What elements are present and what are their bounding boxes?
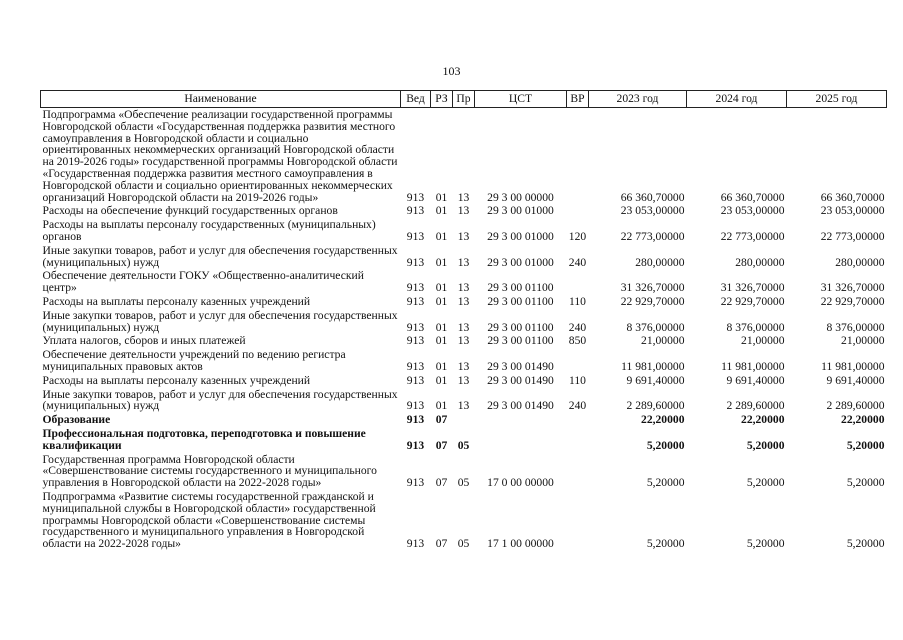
- cell-y2024: 5,20000: [746, 438, 785, 452]
- cell-y2024: 23 053,00000: [720, 204, 785, 218]
- cell-ved: 913: [406, 281, 425, 295]
- cell-ved: 913: [406, 255, 425, 269]
- cell-rz: 07: [435, 413, 448, 427]
- cell-y2024: 21,00000: [741, 334, 785, 348]
- cell-y2024: 11 981,00000: [721, 359, 785, 373]
- cell-y2024: 66 360,70000: [720, 190, 785, 204]
- cell-cst: 29 3 00 01000: [487, 204, 554, 218]
- cell-y2023: 11 981,00000: [621, 359, 685, 373]
- cell-ved: 913: [406, 537, 425, 551]
- cell-vr: [567, 413, 589, 427]
- cell-name: Обеспечение деятельности ГОКУ «Общественно-аналитический центр»: [42, 269, 364, 295]
- cell-y2025: 21,00000: [841, 334, 885, 348]
- cell-rz: 01: [435, 255, 448, 269]
- cell-cst: 29 3 00 01100: [487, 320, 554, 334]
- cell-rz: 01: [435, 190, 448, 204]
- cell-y2023: 5,20000: [646, 537, 685, 551]
- cell-vr: [567, 108, 589, 205]
- cell-y2023: 5,20000: [646, 476, 685, 490]
- cell-ved: 913: [406, 359, 425, 373]
- cell-rz: 01: [435, 204, 448, 218]
- cell-y2024: 22,20000: [741, 413, 785, 427]
- cell-name: Профессиональная подготовка, переподготовка и повышение квалификации: [42, 426, 366, 452]
- cell-cst: 29 3 00 01100: [487, 294, 554, 308]
- cell-y2024: 8 376,00000: [726, 320, 785, 334]
- table-row: [41, 453, 887, 490]
- cell-y2023: 5,20000: [646, 438, 685, 452]
- cell-rz: 01: [435, 229, 448, 243]
- cell-y2023: 2 289,60000: [626, 399, 685, 413]
- cell-cst: 17 0 00 00000: [487, 476, 554, 490]
- cell-vr: 850: [568, 334, 587, 348]
- cell-pr: 13: [457, 334, 470, 348]
- cell-name: Подпрограмма «Развитие системы государственной гражданской и муниципальной службы в Новгородской области» государственной программы Новгородской области «Совершенствование системы государственного и муниципального управления в Новгородской области на 2022-2028 годы»: [42, 489, 376, 551]
- table-row: [41, 295, 887, 309]
- cell-y2024: 9 691,40000: [726, 373, 785, 387]
- table-row: [41, 413, 887, 427]
- cell-y2025: 280,00000: [835, 255, 885, 269]
- cell-y2025: 66 360,70000: [820, 190, 885, 204]
- cell-y2025: 8 376,00000: [826, 320, 885, 334]
- cell-ved: 913: [406, 476, 425, 490]
- cell-name: Обеспечение деятельности учреждений по ведению регистра муниципальных правовых актов: [42, 348, 346, 373]
- cell-vr: 110: [569, 373, 586, 387]
- cell-rz: 07: [435, 438, 448, 452]
- cell-cst: 17 1 00 00000: [487, 537, 554, 551]
- cell-y2025: 11 981,00000: [821, 359, 885, 373]
- header-rz: РЗ: [431, 91, 453, 108]
- cell-cst: 29 3 00 01490: [487, 359, 554, 373]
- cell-vr: 120: [568, 229, 587, 243]
- cell-rz: 01: [435, 359, 448, 373]
- cell-name: Государственная программа Новгородской области «Совершенствование системы государственного и муниципального управления в Новгородской области на 2022-2028 годы»: [42, 452, 377, 490]
- table-header: [41, 91, 887, 108]
- cell-name: Образование: [42, 413, 111, 427]
- cell-vr: 240: [568, 320, 587, 334]
- cell-cst: 29 3 00 01490: [487, 373, 554, 387]
- cell-pr: 13: [457, 255, 470, 269]
- cell-y2024: 5,20000: [746, 476, 785, 490]
- cell-y2023: 9 691,40000: [626, 373, 685, 387]
- cell-vr: 240: [568, 399, 587, 413]
- cell-y2025: 22,20000: [841, 413, 885, 427]
- cell-vr: [567, 490, 589, 551]
- cell-pr: 13: [457, 373, 470, 387]
- header-2023: 2023 год: [589, 91, 687, 108]
- table-body: [41, 108, 887, 551]
- cell-y2023: 21,00000: [641, 334, 685, 348]
- cell-cst: [475, 413, 567, 427]
- cell-rz: 01: [435, 320, 448, 334]
- cell-y2024: 2 289,60000: [726, 399, 785, 413]
- cell-pr: 13: [457, 204, 470, 218]
- header-pr: Пр: [453, 91, 475, 108]
- cell-y2024: 31 326,70000: [720, 281, 785, 295]
- cell-ved: 913: [406, 294, 425, 308]
- cell-rz: 01: [435, 399, 448, 413]
- table-row: [41, 490, 887, 551]
- cell-rz: 01: [435, 281, 448, 295]
- cell-pr: 05: [457, 476, 470, 490]
- cell-y2024: 5,20000: [746, 537, 785, 551]
- table-row: [41, 269, 887, 295]
- cell-y2023: 280,00000: [635, 255, 685, 269]
- cell-name: Расходы на обеспечение функций государственных органов: [42, 204, 338, 218]
- cell-pr: 05: [457, 438, 470, 452]
- cell-y2025: 31 326,70000: [820, 281, 885, 295]
- cell-ved: 913: [406, 438, 425, 452]
- table-row: [41, 204, 887, 218]
- table-row: [41, 309, 887, 335]
- cell-ved: 913: [406, 320, 425, 334]
- cell-rz: 01: [435, 373, 448, 387]
- header-2024: 2024 год: [687, 91, 787, 108]
- cell-y2023: 8 376,00000: [626, 320, 685, 334]
- cell-name: Уплата налогов, сборов и иных платежей: [42, 334, 246, 348]
- cell-pr: 13: [457, 281, 470, 295]
- header-cst: ЦСТ: [475, 91, 567, 108]
- cell-ved: 913: [406, 413, 425, 427]
- cell-pr: 13: [457, 294, 470, 308]
- cell-rz: 01: [435, 334, 448, 348]
- cell-name: Иные закупки товаров, работ и услуг для обеспечения государственных (муниципальных) нужд: [42, 387, 398, 413]
- cell-y2025: 22 929,70000: [820, 294, 885, 308]
- cell-name: Расходы на выплаты персоналу казенных учреждений: [42, 294, 311, 308]
- cell-pr: 13: [457, 320, 470, 334]
- cell-ved: 913: [406, 229, 425, 243]
- cell-cst: 29 3 00 01000: [487, 229, 554, 243]
- cell-pr: 05: [457, 537, 470, 551]
- cell-ved: 913: [406, 204, 425, 218]
- cell-ved: 913: [406, 190, 425, 204]
- table-row: [41, 218, 887, 244]
- cell-y2024: 22 773,00000: [720, 229, 785, 243]
- cell-y2025: 5,20000: [846, 537, 885, 551]
- cell-rz: 07: [435, 537, 448, 551]
- cell-ved: 913: [406, 373, 425, 387]
- cell-y2025: 5,20000: [846, 476, 885, 490]
- cell-pr: [453, 413, 475, 427]
- cell-y2023: 22 929,70000: [620, 294, 685, 308]
- cell-pr: 13: [457, 399, 470, 413]
- table-row: [41, 388, 887, 414]
- cell-cst: [475, 427, 567, 453]
- table-row: [41, 348, 887, 374]
- cell-name: Иные закупки товаров, работ и услуг для обеспечения государственных (муниципальных) нужд: [42, 243, 398, 269]
- cell-pr: 13: [457, 190, 470, 204]
- cell-y2023: 22,20000: [641, 413, 685, 427]
- table-row: [41, 427, 887, 453]
- cell-name: Расходы на выплаты персоналу государственных (муниципальных) органов: [42, 218, 376, 243]
- cell-cst: 29 3 00 01100: [487, 281, 554, 295]
- cell-cst: 29 3 00 01490: [487, 399, 554, 413]
- cell-vr: [567, 427, 589, 453]
- cell-pr: 13: [457, 359, 470, 373]
- page-number: 103: [442, 64, 461, 78]
- header-name: Наименование: [41, 91, 401, 108]
- cell-y2025: 2 289,60000: [826, 399, 885, 413]
- cell-y2024: 22 929,70000: [720, 294, 785, 308]
- cell-vr: [567, 348, 589, 374]
- cell-y2025: 9 691,40000: [826, 373, 885, 387]
- cell-cst: 29 3 00 01000: [487, 255, 554, 269]
- table-row: [41, 334, 887, 348]
- cell-y2023: 66 360,70000: [620, 190, 685, 204]
- cell-y2023: 23 053,00000: [620, 204, 685, 218]
- header-ved: Вед: [401, 91, 431, 108]
- cell-y2025: 23 053,00000: [820, 204, 885, 218]
- cell-ved: 913: [406, 399, 425, 413]
- cell-rz: 01: [435, 294, 448, 308]
- table-row: [41, 108, 887, 205]
- cell-vr: [567, 269, 589, 295]
- cell-pr: 13: [457, 229, 470, 243]
- cell-name: Расходы на выплаты персоналу казенных учреждений: [42, 373, 311, 387]
- cell-name: Подпрограмма «Обеспечение реализации государственной программы Новгородской области «Государственная поддержка развития местного самоуправления в Новгородской области и социально ориентированных некоммерческих организаций Новгородской области на 2019-2026 годы» государственной программы Новгородской области «Государственная поддержка развития местного самоуправления в Новгородской области и социально ориентированных некоммерческих организаций Новгородской области на 2019-2026 годы»: [42, 108, 398, 204]
- cell-name: Иные закупки товаров, работ и услуг для обеспечения государственных (муниципальных) нужд: [42, 308, 398, 334]
- cell-vr: [567, 453, 589, 490]
- header-vr: ВР: [567, 91, 589, 108]
- cell-y2025: 5,20000: [846, 438, 885, 452]
- cell-y2024: 280,00000: [735, 255, 785, 269]
- cell-y2023: 31 326,70000: [620, 281, 685, 295]
- cell-cst: 29 3 00 00000: [487, 190, 554, 204]
- budget-table: [40, 90, 887, 551]
- table-row: [41, 374, 887, 388]
- table-row: [41, 244, 887, 270]
- header-2025: 2025 год: [787, 91, 887, 108]
- cell-vr: 110: [569, 294, 586, 308]
- cell-y2025: 22 773,00000: [820, 229, 885, 243]
- cell-vr: [567, 204, 589, 218]
- cell-rz: 07: [435, 476, 448, 490]
- cell-cst: 29 3 00 01100: [487, 334, 554, 348]
- cell-vr: 240: [568, 255, 587, 269]
- cell-y2023: 22 773,00000: [620, 229, 685, 243]
- cell-ved: 913: [406, 334, 425, 348]
